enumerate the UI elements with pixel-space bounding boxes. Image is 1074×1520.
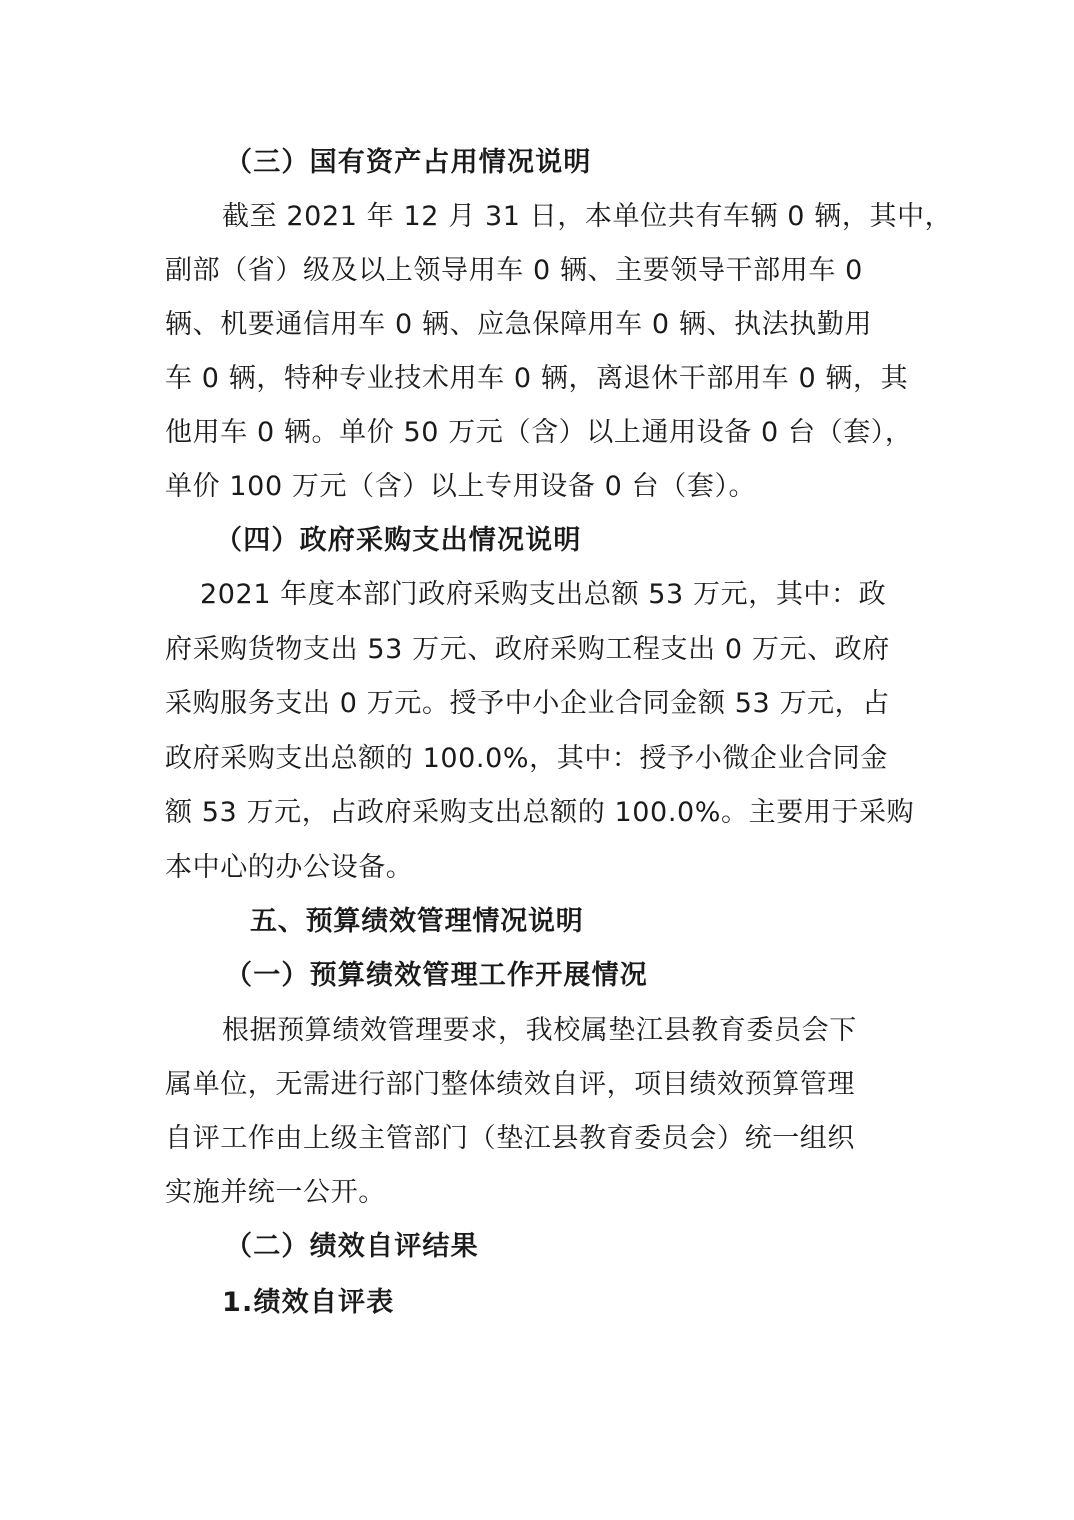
section-heading-assets: （三）国有资产占用情况说明 (225, 147, 592, 178)
section-heading-procurement: （四）政府采购支出情况说明 (215, 525, 582, 556)
list-item-self-eval-table: 1.绩效自评表 (222, 1287, 395, 1318)
paragraph-line: 政府采购支出总额的 100.0%，其中：授予小微企业合同金 (165, 743, 888, 774)
subsection-heading-work: （一）预算绩效管理工作开展情况 (225, 960, 648, 991)
paragraph-line: 车 0 辆，特种专业技术用车 0 辆，离退休干部用车 0 辆，其 (165, 363, 909, 394)
paragraph-line: 府采购货物支出 53 万元、政府采购工程支出 0 万元、政府 (165, 634, 890, 665)
paragraph-line: 单价 100 万元（含）以上专用设备 0 台（套）。 (165, 471, 757, 502)
paragraph-line: 截至 2021 年 12 月 31 日，本单位共有车辆 0 辆，其中， (222, 201, 953, 232)
paragraph-line: 他用车 0 辆。单价 50 万元（含）以上通用设备 0 台（套）， (165, 417, 913, 448)
paragraph-line: 自评工作由上级主管部门（垫江县教育委员会）统一组织 (165, 1123, 855, 1154)
paragraph-line: 根据预算绩效管理要求，我校属垫江县教育委员会下 (222, 1015, 857, 1046)
paragraph-line: 属单位，无需进行部门整体绩效自评，项目绩效预算管理 (165, 1069, 855, 1100)
paragraph-line: 辆、机要通信用车 0 辆、应急保障用车 0 辆、执法执勤用 (165, 309, 873, 340)
subsection-heading-results: （二）绩效自评结果 (225, 1231, 479, 1262)
part-heading-performance: 五、预算绩效管理情况说明 (250, 906, 584, 937)
paragraph-line: 副部（省）级及以上领导用车 0 辆、主要领导干部用车 0 (165, 255, 863, 286)
paragraph-line: 2021 年度本部门政府采购支出总额 53 万元，其中：政 (200, 579, 887, 610)
paragraph-line: 额 53 万元，占政府采购支出总额的 100.0%。主要用于采购 (165, 797, 915, 828)
paragraph-line: 本中心的办公设备。 (165, 852, 414, 883)
paragraph-line: 实施并统一公开。 (165, 1177, 386, 1208)
paragraph-line: 采购服务支出 0 万元。授予中小企业合同金额 53 万元，占 (165, 688, 890, 719)
